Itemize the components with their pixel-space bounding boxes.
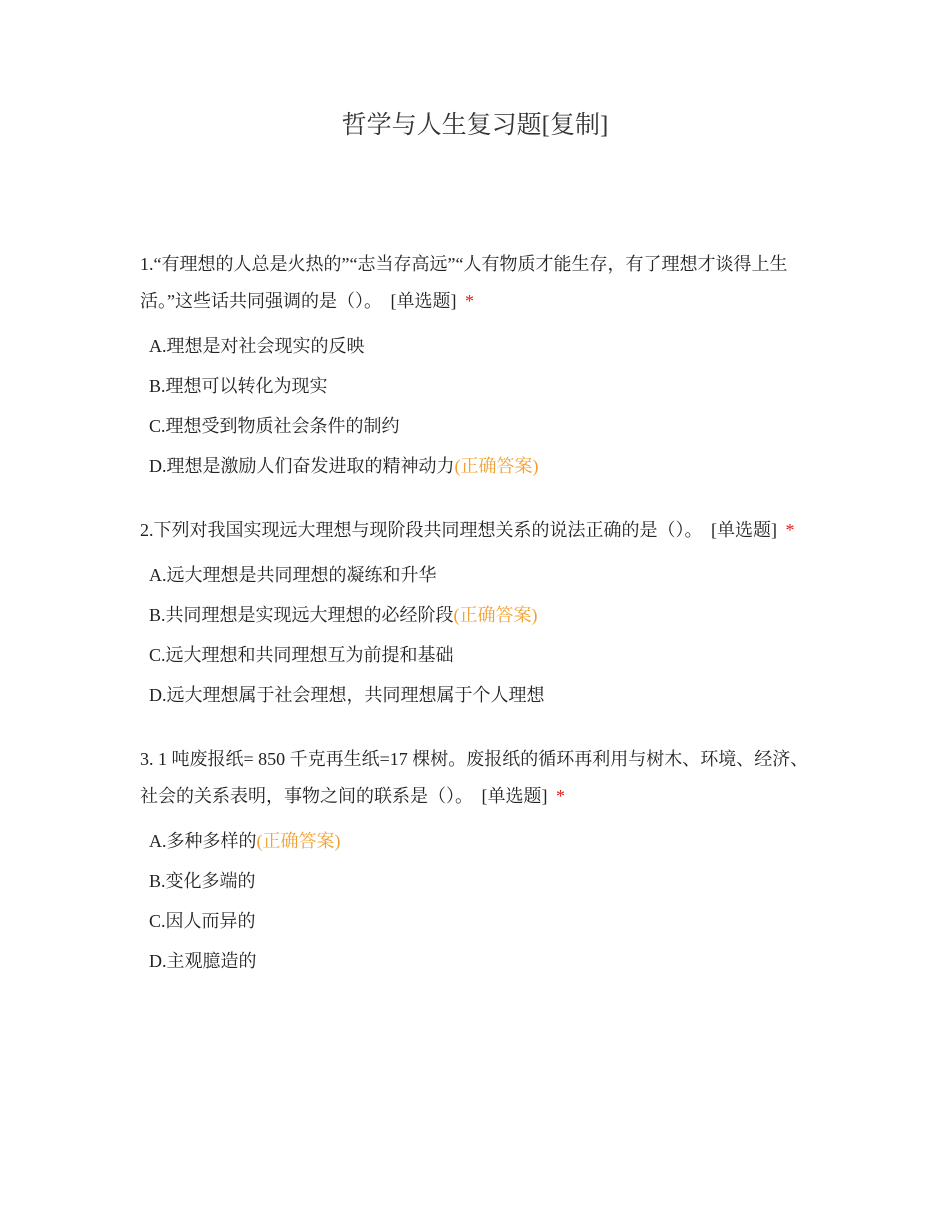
required-mark: * (785, 520, 795, 540)
document-title: 哲学与人生复习题[复制] (341, 112, 609, 139)
correct-answer-label: (正确答案) (453, 605, 538, 625)
option-text: D.主观臆造的 (149, 951, 257, 971)
option-b (140, 595, 816, 635)
option-d (140, 446, 816, 486)
option-text: A.远大理想是共同理想的凝练和升华 (149, 565, 437, 585)
option-list (140, 555, 816, 715)
required-mark: * (465, 291, 474, 311)
question-type: [单选题] (481, 786, 548, 806)
option-list (140, 326, 816, 486)
option-a (140, 555, 816, 595)
option-text: B.共同理想是实现远大理想的必经阶段 (149, 605, 454, 625)
option-d (140, 941, 816, 981)
option-list (140, 821, 816, 981)
question-type: [单选题] (711, 520, 777, 540)
question-type: [单选题] (390, 291, 457, 311)
question-stem (140, 741, 816, 815)
option-text: A.多种多样的 (149, 831, 257, 851)
option-c (140, 901, 816, 941)
question-3 (140, 741, 816, 981)
option-b (140, 861, 816, 901)
option-a (140, 821, 816, 861)
option-text: A.理想是对社会现实的反映 (149, 336, 365, 356)
option-text: C.理想受到物质社会条件的制约 (149, 416, 400, 436)
question-text: 1.“有理想的人总是火热的”“志当存高远”“人有物质才能生存，有了理想才谈得上生活。”这些话共同强调的是（）。 (140, 254, 788, 311)
option-text: B.理想可以转化为现实 (149, 376, 328, 396)
option-text: B.变化多端的 (149, 871, 256, 891)
question-text: 3. 1 吨废报纸= 850 千克再生纸=17 棵树。废报纸的循环再利用与树木、环境、经济、社会的关系表明，事物之间的联系是（）。 (140, 749, 809, 806)
option-text: C.因人而异的 (149, 911, 256, 931)
option-c (140, 406, 816, 446)
option-text: C.远大理想和共同理想互为前提和基础 (149, 645, 454, 665)
option-d (140, 675, 816, 715)
correct-answer-label: (正确答案) (256, 831, 341, 851)
option-a (140, 326, 816, 366)
question-stem (140, 246, 816, 320)
option-b (140, 366, 816, 406)
option-text: D.远大理想属于社会理想，共同理想属于个人理想 (149, 685, 545, 705)
option-c (140, 635, 816, 675)
question-list (140, 246, 816, 1007)
correct-answer-label: (正确答案) (454, 456, 539, 476)
option-text: D.理想是激励人们奋发进取的精神动力 (149, 456, 455, 476)
required-mark: * (556, 786, 565, 806)
question-2 (140, 512, 816, 715)
question-1 (140, 246, 816, 486)
question-text: 2.下列对我国实现远大理想与现阶段共同理想关系的说法正确的是（）。 (140, 520, 703, 540)
question-stem (140, 512, 816, 549)
